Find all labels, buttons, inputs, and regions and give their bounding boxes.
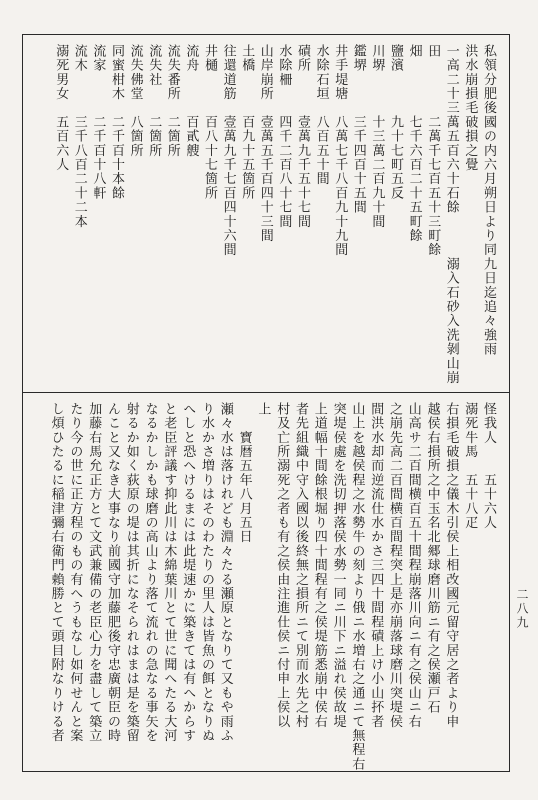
- lower-text-column: へしと恐へけるまには此堤速かに築きては有へからす: [180, 402, 196, 743]
- lower-text-column: 右損毛破損之儀木引侯上相改國元留守居之者より申: [443, 402, 459, 729]
- lower-text-column: 間洪水却而逆流仕水かさ三四十間程磧上け小山抔者: [368, 402, 384, 729]
- lower-text-column: たり今の世に正方程のもの有へうもなし如何せんと案: [67, 402, 83, 743]
- lower-text-column: 射るか如く荻原の堤は其折になそられはまは是を築留: [123, 402, 139, 743]
- upper-text-column: 流失社 二箇所: [146, 44, 162, 158]
- lower-text-column: し煩ひたるに稲津彌右衛門賴勝とて頭目附なりける者: [48, 402, 64, 743]
- section-divider: [22, 392, 510, 393]
- lower-text-column: 加藤右馬允正方とて文武兼備の老臣心力を盡して築立: [86, 402, 102, 743]
- upper-text-column: 流木 三千八百二十二本: [71, 44, 87, 229]
- lower-text-column: んこと又なき大事なり前國守加藤肥後守忠廣朝臣の時: [105, 402, 120, 743]
- upper-text-column: 鑑堺 三千四百十五間: [350, 44, 366, 215]
- upper-text-column: 流家 二千百十八軒: [90, 44, 106, 201]
- lower-text-column: 之崩先高二百間横百間程突上是亦崩落球磨川突堤侯: [387, 402, 402, 729]
- lower-text-column: 寶暦五年八月五日: [236, 402, 252, 544]
- upper-text-column: 溺死男女 五百六人: [53, 44, 69, 172]
- upper-text-column: 畑 七千六百二十五町餘: [406, 44, 422, 243]
- lower-text-column: 山上を越侯程之水勢牛の刻より俄ニ水増右之通ニて無程右: [349, 402, 365, 772]
- lower-text-column: 怪我人 五十六人: [481, 402, 496, 530]
- lower-text-column: 山高サ二百間横百五十間程崩落川向ニ有之侯山ニ右: [405, 402, 421, 729]
- lower-text-column: なるかしかも球磨の高山より落て流れの急なる事矢を: [142, 402, 158, 743]
- lower-text-column: 突堤侯處を洗切押落侯水勢一同ニ川下ニ溢れ侯故堤: [330, 402, 346, 729]
- lower-text-column: 瀬々水は落けれども淵々たる瀬原となりて又もや雨ふ: [217, 402, 233, 743]
- upper-text-column: 私領分肥後國の内六月朔日より同九日迄追々強雨: [481, 44, 496, 357]
- upper-text-column: 井樋 百八十七箇所: [202, 44, 217, 201]
- page-number: 二八九: [515, 588, 529, 630]
- upper-text-column: 水除石垣 八百五十間: [313, 44, 329, 186]
- upper-text-column: 磧所 壹萬九千五十七間: [295, 44, 310, 229]
- upper-text-column: 同蜜柑木 二千百十本餘: [109, 44, 124, 201]
- upper-text-column: 流失番所 二箇所: [164, 44, 180, 158]
- upper-text-column: 土橋 百九十五箇所: [239, 44, 255, 201]
- upper-text-column: 往還道筋 壹萬九千七百四十六間: [220, 44, 236, 257]
- upper-text-column: 一高二十三萬五百六十石餘 溺入石砂入洗剝山崩: [443, 44, 459, 385]
- upper-text-column: 鹽濱 九十七町五反: [388, 44, 403, 201]
- lower-text-column: と老臣評議す抑此川は木綿葉川とて世に聞へたる大河: [161, 402, 177, 743]
- lower-text-column: 村及亡所溺死之者も有之侯由注進仕侯ニ付申上侯以: [274, 402, 290, 729]
- lower-text-column: 溺死牛馬 五十八疋: [462, 402, 478, 530]
- upper-text-column: 田 二萬千七百五十三町餘: [425, 44, 441, 257]
- upper-text-column: 流失佛堂 八箇所: [127, 44, 143, 158]
- lower-text-column: 越侯右損所之中玉名北郷球磨川筋ニ有之侯瀬戸石: [424, 402, 440, 715]
- lower-text-column: 上道幅十間餘根堀り四十間程有之侯堤筋悉崩中侯右: [311, 402, 327, 729]
- upper-text-column: 山岸崩所 壹萬五千百四十三間: [257, 44, 273, 243]
- upper-text-column: 水除柵 四千二百八十七間: [276, 44, 292, 229]
- lower-text-column: 上: [255, 402, 271, 417]
- lower-text-column: 者先組織中守入國以後終無之損所ニて別而水先之村: [293, 402, 308, 729]
- upper-text-column: 川堺 十三萬二百九十間: [369, 44, 385, 229]
- lower-text-column: り水かさ増りはそのわたりの里人は皆魚の餌となりぬ: [199, 402, 214, 743]
- upper-text-column: 洪水崩損毛破損之覺: [462, 44, 478, 172]
- upper-text-column: 流舟 百貳艘: [183, 44, 199, 158]
- upper-text-column: 井手堤塘 八萬七千八百九十九間: [332, 44, 348, 257]
